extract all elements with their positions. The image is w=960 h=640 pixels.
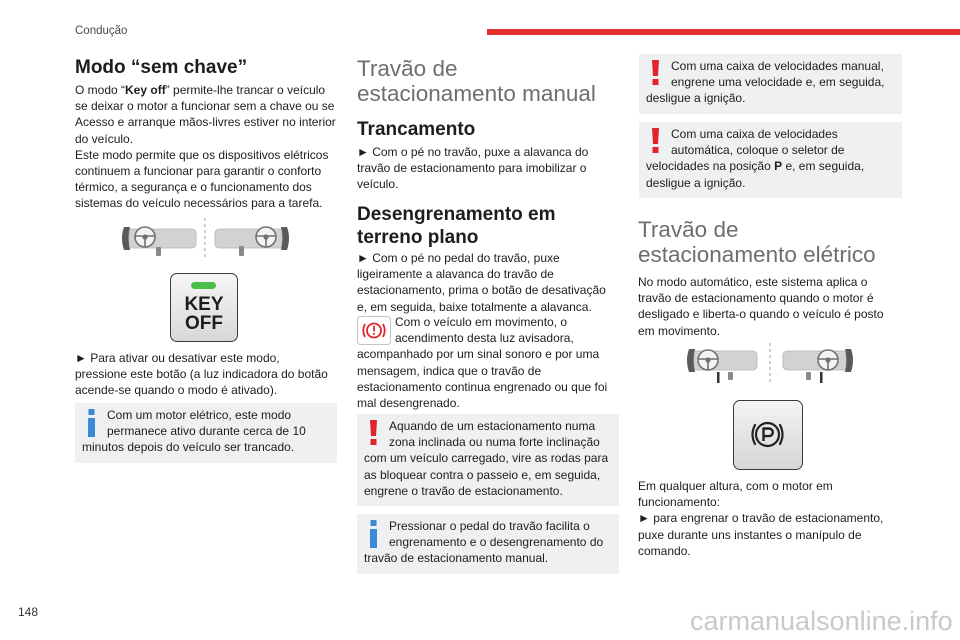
key-off-label-key: KEY — [184, 294, 224, 315]
parking-brake-lever-icon — [717, 372, 720, 383]
manual-parking-brake-heading: Travão de estacionamento manual — [357, 56, 596, 106]
info-note-text: Com um motor elétrico, este modo permanece ativo durante cerca de 10 minutos depois do veículo ser trancado. — [82, 408, 306, 455]
parking-brake-button-illustration — [733, 400, 803, 470]
keyless-mode-intro-paragraph — [75, 82, 336, 147]
left-hand-drive-dashboard — [122, 227, 196, 256]
key-off-label-off: OFF — [185, 313, 223, 334]
warning-note-text: Aquando de um estacionamento numa zona inclinada ou numa forte inclinação com um veículo carregado, vire as rodas para as bloquear contra o passeio e, em seguida, engrene o travão de estacionamento. — [364, 419, 609, 498]
warning-text-before: Com uma caixa de velocidades automática, coloque o seletor de velocidades na posição — [646, 127, 845, 174]
locking-instruction: ► Com o pé no travão, puxe a alavanca do travão de estacionamento para imobilizar o veículo. — [357, 145, 589, 192]
steering-wheel-position-illustration — [120, 216, 296, 260]
warning-note-text — [646, 126, 895, 191]
warning-icon — [364, 418, 389, 448]
releasing-instruction: ► Com o pé no pedal do travão, puxe ligeiramente a alavanca do travão de estacionamento, prima o botão de desativação e, em seguida, baixe totalmente a alavanca. — [357, 251, 606, 314]
key-off-button-illustration — [170, 273, 238, 342]
keyless-mode-intro — [75, 82, 336, 212]
page-number: 148 — [18, 605, 39, 619]
key-card-icon — [728, 372, 733, 380]
steering-wheel-icon — [135, 227, 155, 247]
parking-brake-lever-icon — [820, 372, 823, 383]
warning-icon — [646, 126, 671, 156]
watermark: carmanualsonline.info — [690, 606, 953, 636]
keyless-mode-intro-continued: Este modo permite que os dispositivos elétricos continuem a funcionar para garantir o conforto térmico, a segurança e o funcionamento dos sistemas do veículo necessários para a tarefa. — [75, 147, 329, 211]
header-accent-bar — [487, 29, 960, 35]
intro-text-before: O modo “ — [75, 83, 126, 97]
electric-parking-brake-instruction: Em qualquer altura, com o motor em funcionamento: ► para engrenar o travão de estacionamento, puxe durante uns instantes o manípulo de comando. — [638, 479, 884, 558]
intro-text-key-off: Key off — [125, 83, 166, 97]
electric-parking-brake-heading: Travão de estacionamento elétrico — [638, 217, 876, 267]
warning-light-text: Com o veículo em movimento, o acendimento desta luz avisadora, acompanhado por um sinal sonoro e por uma mensagem, indica que o travão de estacionamento continua engrenado ou que foi mal desengrenado. — [357, 315, 608, 411]
parking-brake-button-icon — [734, 401, 801, 468]
key-card-icon — [806, 372, 811, 380]
warning-note-slope-parking — [357, 414, 619, 506]
parking-brake-control-position-illustration — [686, 342, 854, 386]
left-hand-drive-dashboard — [687, 349, 757, 383]
info-note-brake-pedal — [357, 514, 619, 574]
steering-wheel-icon — [698, 350, 718, 370]
right-hand-drive-dashboard — [783, 349, 853, 383]
steering-wheel-icon — [256, 227, 276, 247]
info-icon — [364, 518, 389, 548]
key-card-icon — [239, 246, 244, 256]
keyless-mode-instruction: ► Para ativar ou desativar este modo, pressione este botão (a luz indicadora do botão acende-se quando o modo é ativado). — [75, 351, 328, 398]
info-icon — [82, 407, 107, 437]
releasing-subheading: Desengrenamento em terreno plano — [357, 204, 556, 248]
keyless-mode-heading: Modo “sem chave” — [75, 57, 248, 78]
warning-note-manual-gearbox — [639, 54, 902, 114]
intro-text-after: ” permite-lhe trancar o veículo se deixar o motor a funcionar sem a chave ou se Acesso e arranque mãos-livres estiver no interior do veículo. — [75, 83, 336, 146]
warning-note-automatic-gearbox — [639, 122, 902, 198]
info-note-text: Pressionar o pedal do travão facilita o engrenamento e o desengrenamento do travão de estacionamento manual. — [364, 519, 604, 566]
info-note-electric-motor — [75, 403, 337, 463]
parking-brake-warning-light-icon — [357, 314, 395, 344]
right-hand-drive-dashboard — [215, 227, 289, 256]
locking-subheading: Trancamento — [357, 119, 476, 140]
gear-position-p: P — [774, 159, 783, 174]
warning-text-after: e, em seguida, desligue a ignição. — [646, 159, 865, 190]
section-title: Condução — [75, 25, 128, 37]
steering-wheel-icon — [818, 350, 838, 370]
warning-light-explanation — [357, 314, 619, 411]
key-off-indicator-light — [191, 282, 216, 289]
warning-note-text: Com uma caixa de velocidades manual, engrene uma velocidade e, em seguida, desligue a ignição. — [646, 59, 885, 106]
key-card-icon — [156, 247, 161, 256]
electric-parking-brake-description: No modo automático, este sistema aplica o travão de estacionamento quando o motor é desligado e liberta-o quando o veículo é posto em movimento. — [638, 275, 884, 338]
warning-icon — [646, 58, 671, 88]
